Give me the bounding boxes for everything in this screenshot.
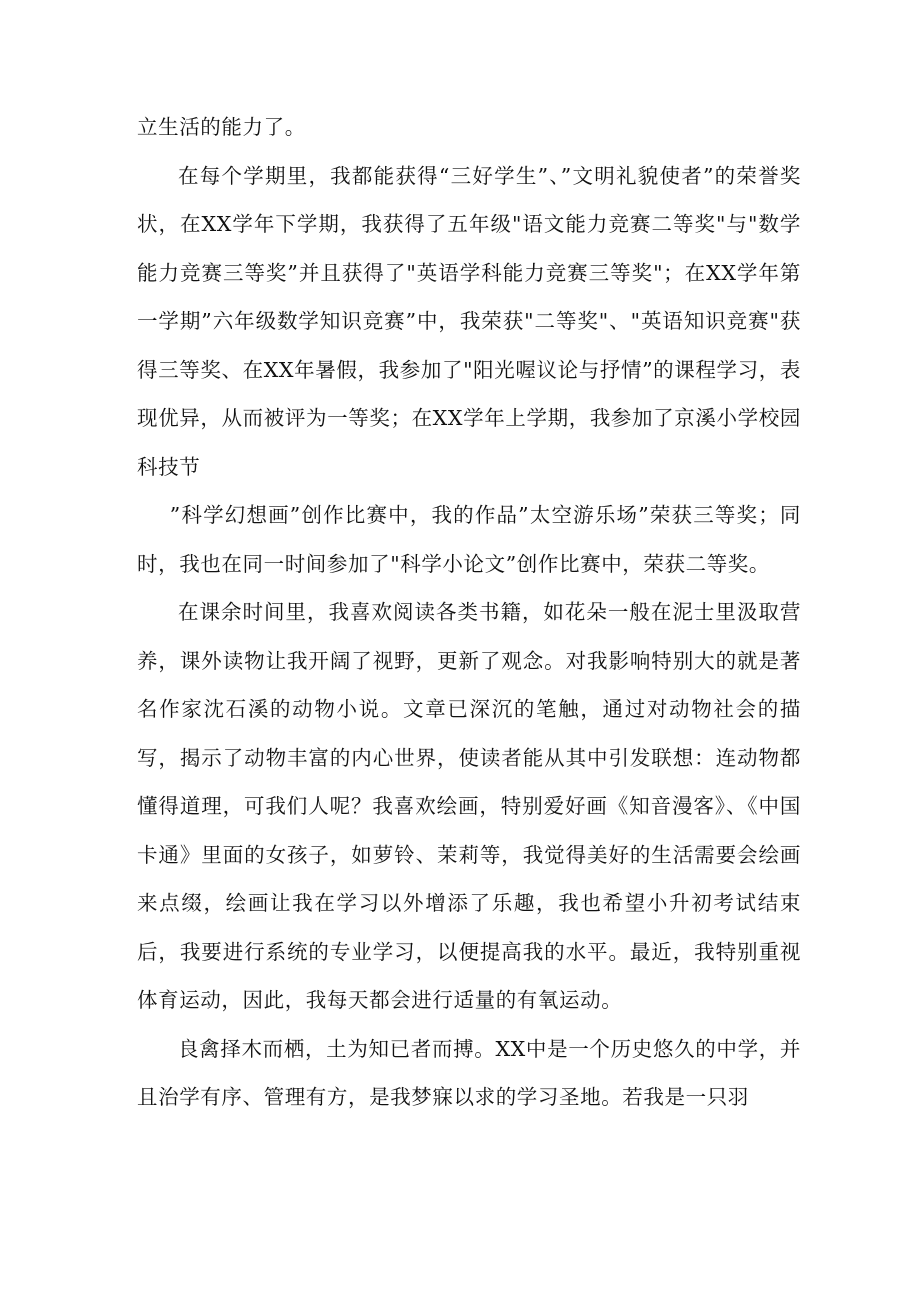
- document-body: [137, 103, 801, 1122]
- paragraph-3: ”科学幻想画”创作比赛中，我的作品”太空游乐场”荣获三等奖；同时，我也在同一时间参加了"科学小论文”创作比赛中，荣获二等奖。: [137, 503, 801, 576]
- paragraph-4: 在课余时间里，我喜欢阅读各类书籍，如花朵一般在泥士里汲取营养，课外读物让我开阔了视野，更新了观念。对我影响特别大的就是著名作家沈石溪的动物小说。文章已深沉的笔触，通过对动物社会的描写，揭示了动物丰富的内心世界，使读者能从其中引发联想：连动物都懂得道理，可我们人呢？我喜欢绘画，特别爱好画《知音漫客》、《中国卡通》里面的女孩子，如萝铃、茉莉等，我觉得美好的生活需要会绘画来点缀，绘画让我在学习以外增添了乐趣，我也希望小升初考试结束后，我要进行系统的专业学习，以便提高我的水平。最近，我特别重视体育运动，因此，我每天都会进行适量的有氧运动。: [137, 600, 801, 1012]
- paragraph-5: 良禽择木而栖，土为知已者而搏。XX中是一个历史悠久的中学，并且治学有序、管理有方，是我梦寐以求的学习圣地。若我是一只羽: [137, 1036, 801, 1109]
- paragraph-2: 在每个学期里，我都能获得“三好学生”、”文明礼貌使者”的荣誉奖状，在XX学年下学期，我获得了五年级"语文能力竞赛二等奖"与"数学能力竞赛三等奖”并且获得了"英语学科能力竞赛三等奖"；在XX学年第一学期”六年级数学知识竞赛”中，我荣获"二等奖"、"英语知识竞赛"获得三等奖、在XX年暑假，我参加了"阳光喔议论与抒情”的课程学习，表现优异，从而被评为一等奖；在XX学年上学期，我参加了京溪小学校园科技节: [137, 163, 801, 479]
- paragraph-1: 立生活的能力了。: [137, 115, 306, 139]
